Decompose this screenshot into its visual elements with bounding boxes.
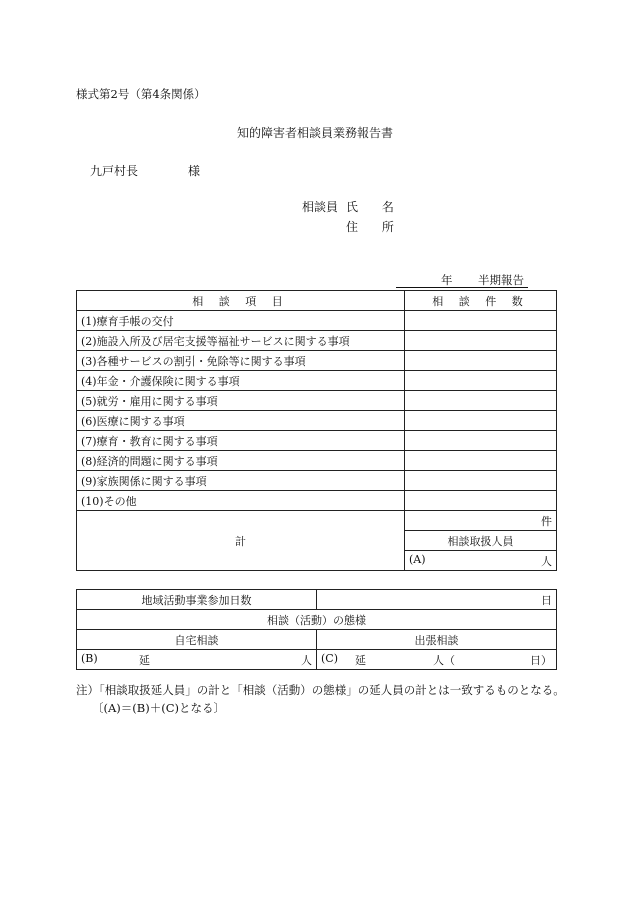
- period-year: 年: [441, 273, 453, 287]
- document-title: 知的障害者相談員業務報告書: [236, 126, 393, 140]
- count-cell[interactable]: [405, 351, 557, 371]
- total-label: 計: [77, 511, 405, 571]
- nobe-label: 延: [355, 654, 366, 667]
- note-line-2: 〔(A)＝(B)＋(C)となる〕: [92, 701, 225, 715]
- addressee-honorific: 様: [188, 164, 201, 178]
- unit-person: 人: [301, 654, 312, 667]
- count-cell[interactable]: [405, 491, 557, 511]
- unit-day-paren: 日）: [530, 654, 552, 667]
- table-row: [77, 331, 557, 351]
- row-label: (2)施設入所及び居宅支援等福祉サービスに関する事項: [77, 331, 405, 351]
- mode-header-row: [77, 630, 557, 650]
- table-row: [77, 491, 557, 511]
- note-line-1: 注）「相談取扱延人員」の計と「相談（活動）の態様」の延人員の計とは一致するものとなる。: [76, 683, 565, 697]
- period-half: 半期報告: [478, 273, 524, 287]
- count-cell[interactable]: [405, 391, 557, 411]
- counselor-name-label: 氏 名: [346, 200, 404, 214]
- count-cell[interactable]: [405, 431, 557, 451]
- mode-label: 相談（活動）の態様: [77, 610, 557, 630]
- row-label: (1)療育手帳の交付: [77, 311, 405, 331]
- counselor-address-label: 住 所: [346, 220, 404, 234]
- total-count-cell[interactable]: 件: [405, 511, 557, 531]
- table-row: [77, 471, 557, 491]
- count-cell[interactable]: [405, 451, 557, 471]
- trip-consult-cell[interactable]: [317, 650, 557, 670]
- table-row: [77, 351, 557, 371]
- table-row: [77, 431, 557, 451]
- count-cell[interactable]: [405, 411, 557, 431]
- home-consult-cell[interactable]: [77, 650, 317, 670]
- header-count: 相 談 件 数: [405, 291, 557, 311]
- row-label: (6)医療に関する事項: [77, 411, 405, 431]
- count-cell[interactable]: [405, 311, 557, 331]
- mode-row: [77, 610, 557, 630]
- row-label: (5)就労・雇用に関する事項: [77, 391, 405, 411]
- header-item: 相 談 項 目: [77, 291, 405, 311]
- home-consult-label: 自宅相談: [77, 630, 317, 650]
- handled-persons-cell[interactable]: [405, 551, 557, 571]
- mark-c: (C): [321, 652, 338, 665]
- mark-a: (A): [409, 553, 426, 566]
- activity-days-label: 地域活動事業参加日数: [77, 590, 317, 610]
- unit-person: 人: [541, 555, 552, 568]
- total-row: [77, 511, 557, 531]
- table-row: [77, 451, 557, 471]
- row-label: (9)家族関係に関する事項: [77, 471, 405, 491]
- mark-b: (B): [81, 652, 98, 665]
- row-label: (8)経済的問題に関する事項: [77, 451, 405, 471]
- addressee-name: 九戸村長: [90, 164, 139, 178]
- table-header-row: [77, 291, 557, 311]
- count-cell[interactable]: [405, 331, 557, 351]
- report-period: [396, 272, 528, 288]
- handled-persons-label: 相談取扱人員: [405, 531, 557, 551]
- row-label: (4)年金・介護保険に関する事項: [77, 371, 405, 391]
- row-label: (3)各種サービスの割引・免除等に関する事項: [77, 351, 405, 371]
- trip-consult-label: 出張相談: [317, 630, 557, 650]
- activity-table: [76, 589, 557, 670]
- table-row: [77, 391, 557, 411]
- unit-person-paren: 人（: [433, 654, 455, 667]
- counselor-label: 相談員: [302, 200, 339, 214]
- count-cell[interactable]: [405, 471, 557, 491]
- addressee: [90, 162, 200, 179]
- table-row: [77, 371, 557, 391]
- activity-days-cell[interactable]: 日: [317, 590, 557, 610]
- row-label: (10)その他: [77, 491, 405, 511]
- activity-days-row: [77, 590, 557, 610]
- consultation-table: [76, 290, 557, 571]
- table-row: [77, 311, 557, 331]
- nobe-label: 延: [139, 654, 150, 667]
- row-label: (7)療育・教育に関する事項: [77, 431, 405, 451]
- mode-value-row: [77, 650, 557, 670]
- count-cell[interactable]: [405, 371, 557, 391]
- form-number: 様式第2号（第4条関係）: [76, 87, 206, 101]
- table-row: [77, 411, 557, 431]
